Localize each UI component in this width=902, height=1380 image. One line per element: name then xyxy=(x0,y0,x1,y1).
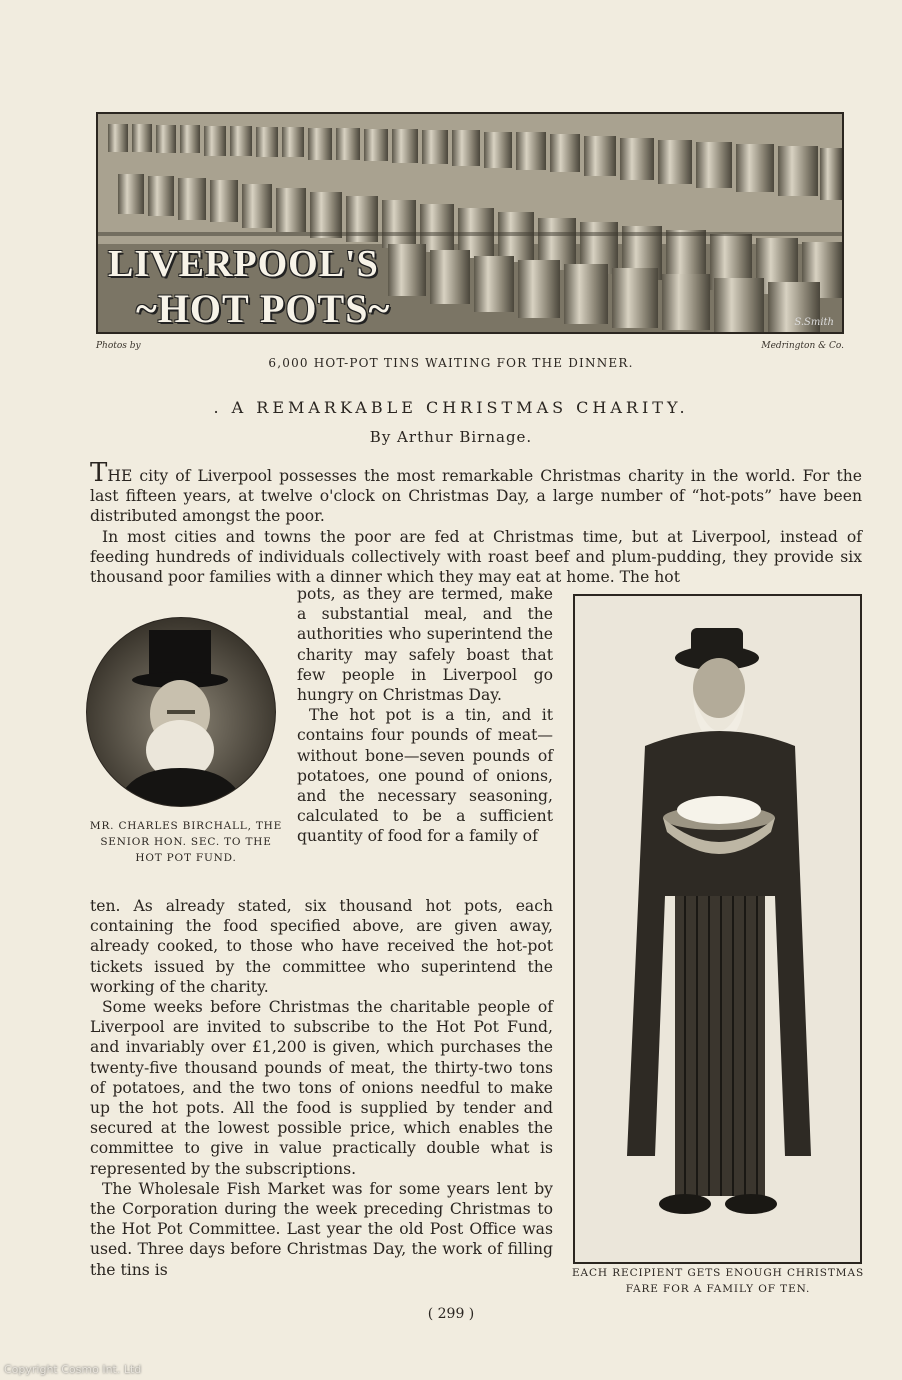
paragraph-1: THE city of Liverpool possesses the most remarkable Christmas charity in the world. For the last fifteen years, at twelve o'clock on Christmas Day, a large number of “hot-pots” have been distributed amongst the poor. xyxy=(90,458,862,526)
header-photo-caption: 6,000 HOT-POT TINS WAITING FOR THE DINNER. xyxy=(268,356,634,370)
portrait-caption: MR. CHARLES BIRCHALL, THE SENIOR HON. SEC. TO THE HOT POT FUND. xyxy=(89,820,283,864)
paragraph-3-continued: ten. As already stated, six thousand hot pots, each containing the food specified above, are given away, already cooked, to those who have received the hot-pot tickets issued by the committee who superintend the working of the charity. xyxy=(90,897,553,996)
paragraph-2: In most cities and towns the poor are fed at Christmas time, but at Liverpool, instead of feeding hundreds of individuals collectively with roast beef and plum-pudding, they provide six thousand poor families with a dinner which they may eat at home. The hot xyxy=(90,527,862,587)
article-text-narrow-column xyxy=(297,584,553,847)
title-line-2: ~HOT POTS~ xyxy=(136,286,391,331)
photo-credit-right: Medrington & Co. xyxy=(761,341,844,351)
article-subtitle: . A REMARKABLE CHRISTMAS CHARITY. xyxy=(213,398,689,417)
article-title xyxy=(108,242,390,332)
title-line-1: LIVERPOOL'S xyxy=(108,243,379,285)
paragraph-4: Some weeks before Christmas the charitable people of Liverpool are invited to subscribe to the Hot Pot Fund, and invariably over £1,200 is given, which purchases the twenty-five thousand pounds of meat, the thirty-two tons of potatoes, and the two tons of onions needful to make up the hot pots. All the food is supplied by tender and secured at the lowest possible price, which enables the committee to give in value practically double what is represented by the subscriptions. xyxy=(90,998,553,1178)
recipient-photo-caption: EACH RECIPIENT GETS ENOUGH CHRISTMAS FARE FOR A FAMILY OF TEN. xyxy=(571,1267,865,1295)
hot-pot-tins-photo xyxy=(96,112,844,334)
recipient-illustration xyxy=(575,596,860,1262)
portrait-illustration xyxy=(87,618,275,806)
article-byline: By Arthur Birnage. xyxy=(369,428,533,446)
recipient-photo xyxy=(573,594,862,1264)
paragraph-2-continued: pots, as they are termed, make a substantial meal, and the authorities who superintend the charity may safely boast that few people in Liverpool go hungry on Christmas Day. xyxy=(297,585,553,705)
copyright-watermark: Copyright Cosmo Int. Ltd xyxy=(4,1363,142,1376)
paragraph-3: The hot pot is a tin, and it contains four pounds of meat—without bone—seven pounds of potatoes, one pound of onions, and the necessary seasoning, calculated to be a sufficient quantity of food for a family of xyxy=(297,706,553,846)
photo-signature: S.Smith xyxy=(794,317,834,328)
paragraph-5: The Wholesale Fish Market was for some years lent by the Corporation during the week preceding Christmas to the Hot Pot Committee. Last year the old Post Office was used. Three days before Christmas Day, the work of filling the tins is xyxy=(90,1179,553,1279)
page-number: ( 299 ) xyxy=(427,1306,475,1322)
article-text-full-width xyxy=(90,458,862,587)
portrait-photo xyxy=(86,617,276,807)
article-text-mid-column xyxy=(90,896,553,1280)
dropcap: T xyxy=(90,458,108,488)
photo-credit-left: Photos by xyxy=(96,341,141,351)
